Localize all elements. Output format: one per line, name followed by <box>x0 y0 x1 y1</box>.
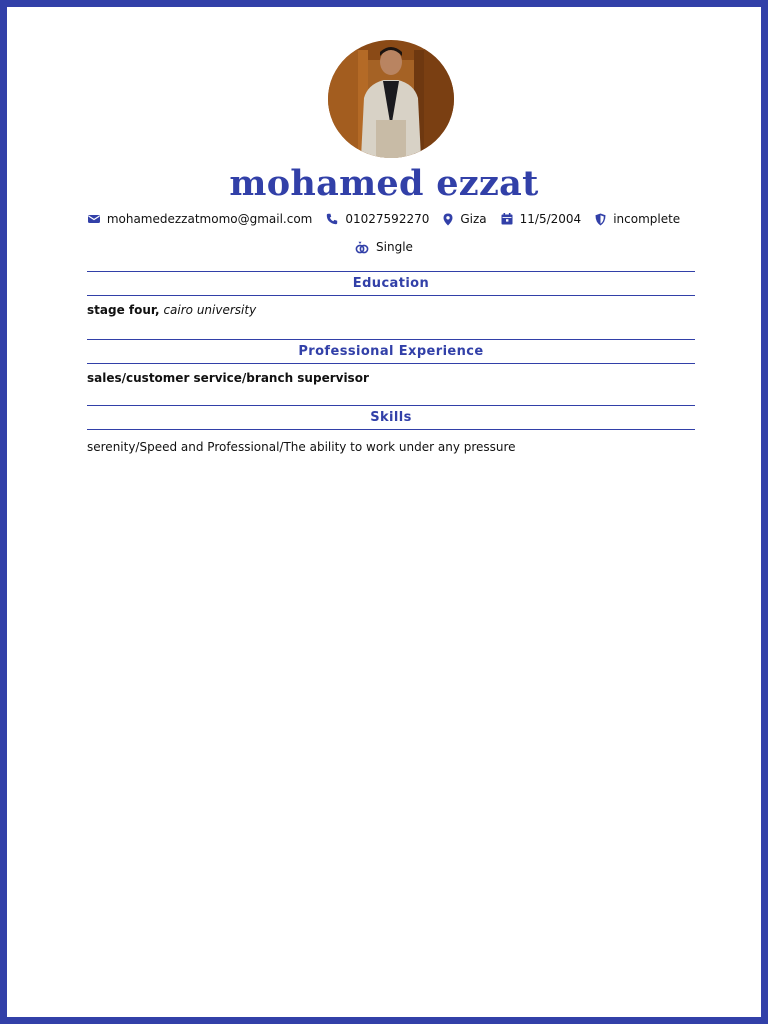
birthdate-text: 11/5/2004 <box>519 212 582 226</box>
profile-photo <box>328 40 454 158</box>
contact-military <box>595 212 680 226</box>
location-text: Giza <box>460 212 487 226</box>
skills-heading: Skills <box>87 405 695 430</box>
military-text: incomplete <box>613 212 681 226</box>
education-entry <box>87 303 695 317</box>
contact-phone <box>326 212 429 226</box>
experience-position: sales/customer service/branch supervisor <box>87 371 369 385</box>
marital-text: Single <box>376 240 413 254</box>
contact-row <box>7 212 761 226</box>
experience-heading: Professional Experience <box>87 339 695 364</box>
phone-icon <box>326 213 338 225</box>
candidate-name: mohamed ezzat <box>229 163 539 204</box>
location-pin-icon <box>443 213 453 226</box>
contact-birthdate <box>501 212 582 226</box>
contact-marital <box>355 240 413 254</box>
phone-text: 01027592270 <box>345 212 430 226</box>
contact-location <box>443 212 486 226</box>
education-institution: cairo university <box>163 303 257 317</box>
contact-row-2 <box>7 240 761 254</box>
envelope-icon <box>88 214 100 224</box>
education-heading: Education <box>87 271 695 296</box>
rings-icon <box>355 241 369 254</box>
calendar-icon <box>501 213 513 225</box>
skills-text: serenity/Speed and Professional/The ability to work under any pressure <box>87 440 516 454</box>
contact-email <box>88 212 313 226</box>
email-text: mohamedezzatmomo@gmail.com <box>106 212 313 226</box>
education-degree: stage four, <box>87 303 160 317</box>
shield-icon <box>595 213 606 226</box>
